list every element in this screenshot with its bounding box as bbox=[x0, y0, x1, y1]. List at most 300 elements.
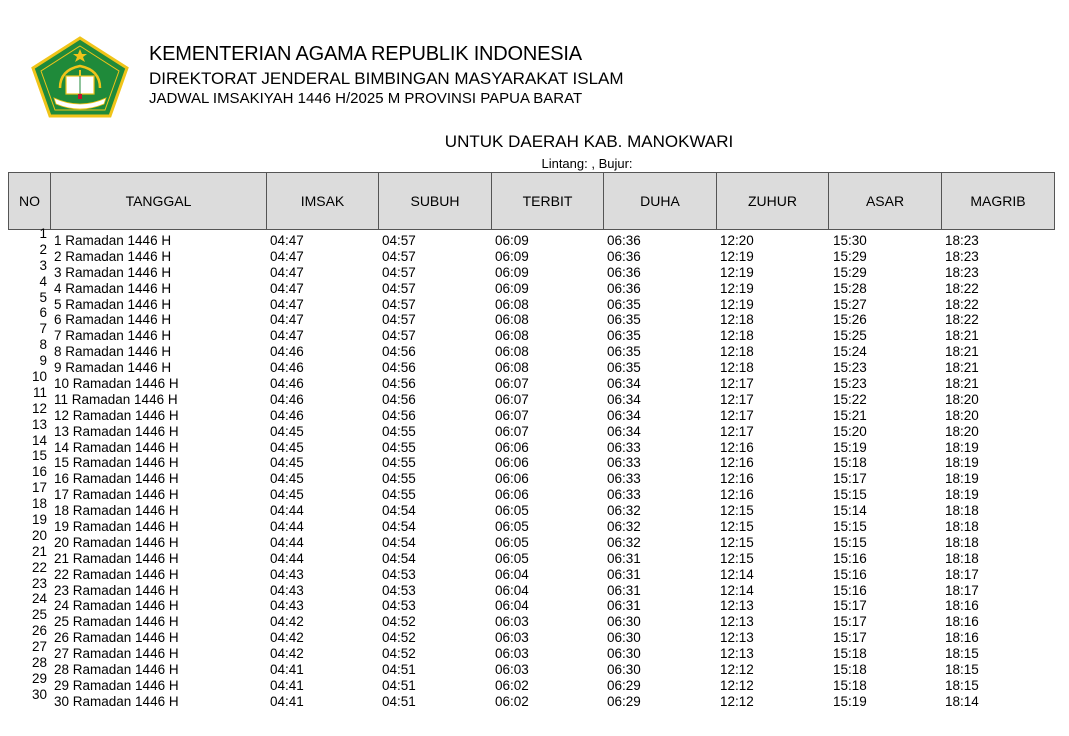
duha-time: 06:35 bbox=[607, 296, 641, 312]
table-row bbox=[0, 480, 1069, 503]
asar-time: 15:14 bbox=[833, 503, 867, 519]
duha-time: 06:30 bbox=[607, 662, 641, 678]
zuhur-time: 12:19 bbox=[720, 264, 754, 280]
imsak-time: 04:46 bbox=[270, 407, 304, 423]
terbit-time: 06:04 bbox=[495, 582, 529, 598]
terbit-time: 06:06 bbox=[495, 439, 529, 455]
duha-time: 06:34 bbox=[607, 407, 641, 423]
asar-time: 15:19 bbox=[833, 693, 867, 709]
table-row bbox=[0, 543, 1069, 566]
magrib-time: 18:23 bbox=[945, 264, 979, 280]
subuh-time: 04:51 bbox=[382, 677, 416, 693]
magrib-time: 18:20 bbox=[945, 423, 979, 439]
row-date: 23 Ramadan 1446 H bbox=[54, 582, 179, 598]
zuhur-time: 12:17 bbox=[720, 423, 754, 439]
duha-time: 06:31 bbox=[607, 582, 641, 598]
subuh-time: 04:57 bbox=[382, 233, 416, 248]
magrib-time: 18:23 bbox=[945, 248, 979, 264]
zuhur-time: 12:14 bbox=[720, 566, 754, 582]
row-date: 29 Ramadan 1446 H bbox=[54, 677, 179, 693]
row-number: 14 bbox=[31, 432, 47, 448]
zuhur-time: 12:12 bbox=[720, 662, 754, 678]
asar-time: 15:18 bbox=[833, 662, 867, 678]
row-number: 24 bbox=[31, 591, 47, 607]
zuhur-time: 12:16 bbox=[720, 439, 754, 455]
asar-time: 15:16 bbox=[833, 582, 867, 598]
table-row bbox=[0, 226, 1069, 248]
subuh-time: 04:56 bbox=[382, 376, 416, 392]
row-date: 10 Ramadan 1446 H bbox=[54, 376, 179, 392]
magrib-time: 18:22 bbox=[945, 296, 979, 312]
terbit-time: 06:03 bbox=[495, 646, 529, 662]
imsak-time: 04:41 bbox=[270, 693, 304, 709]
magrib-time: 18:18 bbox=[945, 550, 979, 566]
row-number: 22 bbox=[31, 559, 47, 575]
magrib-time: 18:19 bbox=[945, 455, 979, 471]
row-date: 14 Ramadan 1446 H bbox=[54, 439, 179, 455]
zuhur-time: 12:16 bbox=[720, 455, 754, 471]
subuh-time: 04:57 bbox=[382, 312, 416, 328]
imsak-time: 04:47 bbox=[270, 280, 304, 296]
row-number: 28 bbox=[31, 655, 47, 671]
terbit-time: 06:04 bbox=[495, 598, 529, 614]
terbit-time: 06:03 bbox=[495, 662, 529, 678]
row-date: 21 Ramadan 1446 H bbox=[54, 550, 179, 566]
imsak-time: 04:46 bbox=[270, 376, 304, 392]
magrib-time: 18:16 bbox=[945, 598, 979, 614]
imsak-time: 04:45 bbox=[270, 455, 304, 471]
table-row bbox=[0, 623, 1069, 646]
asar-time: 15:23 bbox=[833, 376, 867, 392]
imsak-time: 04:45 bbox=[270, 487, 304, 503]
imsak-time: 04:46 bbox=[270, 344, 304, 360]
duha-time: 06:36 bbox=[607, 280, 641, 296]
row-number: 7 bbox=[39, 321, 47, 337]
duha-time: 06:33 bbox=[607, 439, 641, 455]
asar-time: 15:17 bbox=[833, 630, 867, 646]
asar-time: 15:23 bbox=[833, 360, 867, 376]
terbit-time: 06:08 bbox=[495, 328, 529, 344]
magrib-time: 18:19 bbox=[945, 439, 979, 455]
asar-time: 15:15 bbox=[833, 534, 867, 550]
zuhur-time: 12:13 bbox=[720, 598, 754, 614]
duha-time: 06:35 bbox=[607, 344, 641, 360]
subuh-time: 04:55 bbox=[382, 455, 416, 471]
subuh-time: 04:52 bbox=[382, 614, 416, 630]
zuhur-time: 12:12 bbox=[720, 677, 754, 693]
terbit-time: 06:04 bbox=[495, 566, 529, 582]
magrib-time: 18:21 bbox=[945, 376, 979, 392]
subuh-time: 04:51 bbox=[382, 662, 416, 678]
row-number: 26 bbox=[31, 623, 47, 639]
table-row bbox=[0, 448, 1069, 471]
row-number: 30 bbox=[31, 686, 47, 702]
duha-time: 06:32 bbox=[607, 503, 641, 519]
row-date: 25 Ramadan 1446 H bbox=[54, 614, 179, 630]
row-date: 28 Ramadan 1446 H bbox=[54, 662, 179, 678]
magrib-time: 18:16 bbox=[945, 614, 979, 630]
imsak-time: 04:43 bbox=[270, 566, 304, 582]
magrib-time: 18:21 bbox=[945, 328, 979, 344]
table-row bbox=[0, 337, 1069, 360]
asar-time: 15:19 bbox=[833, 439, 867, 455]
row-date: 22 Ramadan 1446 H bbox=[54, 566, 179, 582]
asar-time: 15:15 bbox=[833, 487, 867, 503]
zuhur-time: 12:17 bbox=[720, 407, 754, 423]
terbit-time: 06:06 bbox=[495, 471, 529, 487]
subuh-time: 04:56 bbox=[382, 407, 416, 423]
imsak-time: 04:42 bbox=[270, 630, 304, 646]
row-number: 8 bbox=[39, 337, 47, 353]
asar-time: 15:29 bbox=[833, 248, 867, 264]
zuhur-time: 12:16 bbox=[720, 471, 754, 487]
imsak-time: 04:43 bbox=[270, 582, 304, 598]
row-date: 7 Ramadan 1446 H bbox=[54, 328, 172, 344]
row-date: 16 Ramadan 1446 H bbox=[54, 471, 179, 487]
magrib-time: 18:21 bbox=[945, 344, 979, 360]
region-title: UNTUK DAERAH KAB. MANOKWARI bbox=[444, 132, 734, 151]
row-number: 21 bbox=[31, 543, 47, 559]
coordinates-text: Lintang: , Bujur: bbox=[541, 156, 633, 171]
row-date: 6 Ramadan 1446 H bbox=[54, 312, 172, 328]
terbit-time: 06:07 bbox=[495, 407, 529, 423]
imsak-time: 04:44 bbox=[270, 503, 304, 519]
row-date: 5 Ramadan 1446 H bbox=[54, 296, 172, 312]
terbit-time: 06:05 bbox=[495, 519, 529, 535]
terbit-time: 06:05 bbox=[495, 550, 529, 566]
magrib-time: 18:23 bbox=[945, 233, 979, 248]
subuh-time: 04:53 bbox=[382, 566, 416, 582]
column-header-magrib: MAGRIB bbox=[942, 173, 1055, 230]
magrib-time: 18:15 bbox=[945, 646, 979, 662]
terbit-time: 06:08 bbox=[495, 296, 529, 312]
magrib-time: 18:19 bbox=[945, 471, 979, 487]
duha-time: 06:35 bbox=[607, 360, 641, 376]
row-date: 1 Ramadan 1446 H bbox=[54, 233, 172, 248]
table-row bbox=[0, 416, 1069, 439]
column-header-zuhur: ZUHUR bbox=[717, 173, 829, 230]
schedule-table-header bbox=[8, 172, 1055, 230]
row-number: 2 bbox=[39, 241, 47, 257]
asar-time: 15:20 bbox=[833, 423, 867, 439]
asar-time: 15:18 bbox=[833, 455, 867, 471]
row-number: 16 bbox=[31, 464, 47, 480]
subuh-time: 04:52 bbox=[382, 646, 416, 662]
row-number: 18 bbox=[31, 496, 47, 512]
asar-time: 15:16 bbox=[833, 550, 867, 566]
table-row bbox=[0, 289, 1069, 312]
subuh-time: 04:52 bbox=[382, 630, 416, 646]
duha-time: 06:32 bbox=[607, 519, 641, 535]
magrib-time: 18:21 bbox=[945, 360, 979, 376]
subuh-time: 04:54 bbox=[382, 503, 416, 519]
terbit-time: 06:09 bbox=[495, 248, 529, 264]
duha-time: 06:33 bbox=[607, 487, 641, 503]
row-date: 4 Ramadan 1446 H bbox=[54, 280, 172, 296]
table-row bbox=[0, 321, 1069, 344]
magrib-time: 18:16 bbox=[945, 630, 979, 646]
imsak-time: 04:46 bbox=[270, 360, 304, 376]
imsak-time: 04:44 bbox=[270, 534, 304, 550]
terbit-time: 06:09 bbox=[495, 233, 529, 248]
column-header-duha: DUHA bbox=[604, 173, 717, 230]
subuh-time: 04:54 bbox=[382, 519, 416, 535]
zuhur-time: 12:15 bbox=[720, 503, 754, 519]
terbit-time: 06:05 bbox=[495, 503, 529, 519]
row-date: 19 Ramadan 1446 H bbox=[54, 519, 179, 535]
zuhur-time: 12:12 bbox=[720, 693, 754, 709]
imsak-time: 04:44 bbox=[270, 519, 304, 535]
asar-time: 15:25 bbox=[833, 328, 867, 344]
row-number: 4 bbox=[39, 273, 47, 289]
row-date: 9 Ramadan 1446 H bbox=[54, 360, 172, 376]
table-row bbox=[0, 575, 1069, 598]
row-number: 9 bbox=[39, 353, 47, 369]
subuh-time: 04:56 bbox=[382, 344, 416, 360]
imsak-time: 04:47 bbox=[270, 312, 304, 328]
table-row bbox=[0, 496, 1069, 519]
row-date: 27 Ramadan 1446 H bbox=[54, 646, 179, 662]
table-row bbox=[0, 400, 1069, 423]
duha-time: 06:34 bbox=[607, 391, 641, 407]
zuhur-time: 12:18 bbox=[720, 312, 754, 328]
magrib-time: 18:18 bbox=[945, 534, 979, 550]
subuh-time: 04:55 bbox=[382, 423, 416, 439]
row-date: 20 Ramadan 1446 H bbox=[54, 534, 179, 550]
subuh-time: 04:53 bbox=[382, 582, 416, 598]
subuh-time: 04:54 bbox=[382, 550, 416, 566]
row-number: 11 bbox=[32, 384, 47, 400]
row-number: 27 bbox=[31, 639, 47, 655]
duha-time: 06:36 bbox=[607, 264, 641, 280]
magrib-time: 18:15 bbox=[945, 662, 979, 678]
table-row bbox=[0, 305, 1069, 328]
table-row bbox=[0, 257, 1069, 280]
terbit-time: 06:08 bbox=[495, 360, 529, 376]
table-row bbox=[0, 273, 1069, 296]
zuhur-time: 12:18 bbox=[720, 328, 754, 344]
zuhur-time: 12:13 bbox=[720, 614, 754, 630]
asar-time: 15:17 bbox=[833, 598, 867, 614]
column-header-asar: ASAR bbox=[829, 173, 942, 230]
duha-time: 06:31 bbox=[607, 598, 641, 614]
magrib-time: 18:14 bbox=[945, 693, 979, 709]
row-number: 13 bbox=[31, 416, 47, 432]
row-date: 17 Ramadan 1446 H bbox=[54, 487, 179, 503]
duha-time: 06:34 bbox=[607, 376, 641, 392]
imsak-time: 04:41 bbox=[270, 677, 304, 693]
terbit-time: 06:09 bbox=[495, 280, 529, 296]
magrib-time: 18:17 bbox=[945, 566, 979, 582]
subuh-time: 04:57 bbox=[382, 264, 416, 280]
zuhur-time: 12:14 bbox=[720, 582, 754, 598]
duha-time: 06:30 bbox=[607, 614, 641, 630]
table-row bbox=[0, 591, 1069, 614]
imsak-time: 04:41 bbox=[270, 662, 304, 678]
imsak-time: 04:45 bbox=[270, 471, 304, 487]
duha-time: 06:35 bbox=[607, 328, 641, 344]
duha-time: 06:29 bbox=[607, 693, 641, 709]
row-number: 25 bbox=[31, 607, 47, 623]
magrib-time: 18:18 bbox=[945, 503, 979, 519]
asar-time: 15:16 bbox=[833, 566, 867, 582]
row-number: 15 bbox=[31, 448, 47, 464]
asar-time: 15:15 bbox=[833, 519, 867, 535]
column-header-no: NO bbox=[9, 173, 51, 230]
column-header-subuh: SUBUH bbox=[379, 173, 492, 230]
magrib-time: 18:18 bbox=[945, 519, 979, 535]
duha-time: 06:30 bbox=[607, 630, 641, 646]
imsak-time: 04:42 bbox=[270, 614, 304, 630]
imsak-time: 04:44 bbox=[270, 550, 304, 566]
magrib-time: 18:17 bbox=[945, 582, 979, 598]
imsak-time: 04:45 bbox=[270, 423, 304, 439]
asar-time: 15:24 bbox=[833, 344, 867, 360]
duha-time: 06:35 bbox=[607, 312, 641, 328]
asar-time: 15:21 bbox=[833, 407, 867, 423]
ministry-logo bbox=[30, 36, 130, 118]
table-row bbox=[0, 241, 1069, 264]
asar-time: 15:22 bbox=[833, 391, 867, 407]
duha-time: 06:36 bbox=[607, 233, 641, 248]
asar-time: 15:17 bbox=[833, 471, 867, 487]
row-number: 6 bbox=[39, 305, 47, 321]
magrib-time: 18:22 bbox=[945, 280, 979, 296]
duha-time: 06:33 bbox=[607, 471, 641, 487]
row-date: 15 Ramadan 1446 H bbox=[54, 455, 179, 471]
imsak-time: 04:43 bbox=[270, 598, 304, 614]
subuh-time: 04:55 bbox=[382, 487, 416, 503]
terbit-time: 06:07 bbox=[495, 391, 529, 407]
row-number: 19 bbox=[31, 512, 47, 528]
row-date: 12 Ramadan 1446 H bbox=[54, 407, 179, 423]
asar-time: 15:28 bbox=[833, 280, 867, 296]
subuh-time: 04:55 bbox=[382, 439, 416, 455]
asar-time: 15:26 bbox=[833, 312, 867, 328]
asar-time: 15:27 bbox=[833, 296, 867, 312]
terbit-time: 06:02 bbox=[495, 693, 529, 709]
zuhur-time: 12:17 bbox=[720, 391, 754, 407]
terbit-time: 06:06 bbox=[495, 487, 529, 503]
magrib-time: 18:20 bbox=[945, 391, 979, 407]
row-date: 8 Ramadan 1446 H bbox=[54, 344, 172, 360]
duha-time: 06:30 bbox=[607, 646, 641, 662]
duha-time: 06:31 bbox=[607, 566, 641, 582]
row-date: 30 Ramadan 1446 H bbox=[54, 693, 179, 709]
imsak-time: 04:47 bbox=[270, 328, 304, 344]
subuh-time: 04:54 bbox=[382, 534, 416, 550]
asar-time: 15:29 bbox=[833, 264, 867, 280]
terbit-time: 06:03 bbox=[495, 630, 529, 646]
zuhur-time: 12:15 bbox=[720, 519, 754, 535]
table-row bbox=[0, 353, 1069, 376]
terbit-time: 06:03 bbox=[495, 614, 529, 630]
row-date: 3 Ramadan 1446 H bbox=[54, 264, 172, 280]
terbit-time: 06:09 bbox=[495, 264, 529, 280]
schedule-title: JADWAL IMSAKIYAH 1446 H/2025 M PROVINSI PAPUA BARAT bbox=[149, 90, 583, 107]
zuhur-time: 12:15 bbox=[720, 534, 754, 550]
imsak-time: 04:47 bbox=[270, 233, 304, 248]
imsak-time: 04:45 bbox=[270, 439, 304, 455]
duha-time: 06:31 bbox=[607, 550, 641, 566]
row-date: 13 Ramadan 1446 H bbox=[54, 423, 179, 439]
row-number: 5 bbox=[39, 289, 47, 305]
zuhur-time: 12:18 bbox=[720, 344, 754, 360]
subuh-time: 04:57 bbox=[382, 296, 416, 312]
row-number: 29 bbox=[31, 670, 47, 686]
table-row bbox=[0, 432, 1069, 455]
terbit-time: 06:08 bbox=[495, 312, 529, 328]
imsak-time: 04:47 bbox=[270, 248, 304, 264]
imsak-time: 04:46 bbox=[270, 391, 304, 407]
subuh-time: 04:57 bbox=[382, 280, 416, 296]
duha-time: 06:32 bbox=[607, 534, 641, 550]
magrib-time: 18:22 bbox=[945, 312, 979, 328]
magrib-time: 18:15 bbox=[945, 677, 979, 693]
table-row bbox=[0, 686, 1069, 709]
duha-time: 06:29 bbox=[607, 677, 641, 693]
terbit-time: 06:02 bbox=[495, 677, 529, 693]
table-row bbox=[0, 639, 1069, 662]
terbit-time: 06:06 bbox=[495, 455, 529, 471]
zuhur-time: 12:19 bbox=[720, 248, 754, 264]
zuhur-time: 12:19 bbox=[720, 296, 754, 312]
subuh-time: 04:55 bbox=[382, 471, 416, 487]
row-number: 17 bbox=[31, 480, 47, 496]
zuhur-time: 12:18 bbox=[720, 360, 754, 376]
schedule-table-body bbox=[0, 226, 1069, 709]
row-date: 18 Ramadan 1446 H bbox=[54, 503, 179, 519]
asar-time: 15:17 bbox=[833, 614, 867, 630]
row-number: 1 bbox=[39, 226, 47, 241]
row-number: 20 bbox=[31, 527, 47, 543]
zuhur-time: 12:19 bbox=[720, 280, 754, 296]
zuhur-time: 12:16 bbox=[720, 487, 754, 503]
duha-time: 06:34 bbox=[607, 423, 641, 439]
row-date: 11 Ramadan 1446 H bbox=[54, 391, 178, 407]
asar-time: 15:30 bbox=[833, 233, 867, 248]
subuh-time: 04:51 bbox=[382, 693, 416, 709]
zuhur-time: 12:20 bbox=[720, 233, 754, 248]
subuh-time: 04:56 bbox=[382, 391, 416, 407]
ministry-title: KEMENTERIAN AGAMA REPUBLIK INDONESIA bbox=[149, 43, 582, 65]
row-number: 12 bbox=[31, 400, 47, 416]
imsak-time: 04:42 bbox=[270, 646, 304, 662]
terbit-time: 06:05 bbox=[495, 534, 529, 550]
row-number: 3 bbox=[39, 257, 47, 273]
imsak-time: 04:47 bbox=[270, 296, 304, 312]
column-header-tanggal: TANGGAL bbox=[51, 173, 267, 230]
zuhur-time: 12:13 bbox=[720, 630, 754, 646]
column-header-terbit: TERBIT bbox=[492, 173, 604, 230]
zuhur-time: 12:17 bbox=[720, 376, 754, 392]
duha-time: 06:33 bbox=[607, 455, 641, 471]
magrib-time: 18:20 bbox=[945, 407, 979, 423]
row-number: 23 bbox=[31, 575, 47, 591]
table-row bbox=[0, 607, 1069, 630]
asar-time: 15:18 bbox=[833, 646, 867, 662]
column-header-imsak: IMSAK bbox=[267, 173, 379, 230]
subuh-time: 04:53 bbox=[382, 598, 416, 614]
terbit-time: 06:07 bbox=[495, 376, 529, 392]
table-row bbox=[0, 464, 1069, 487]
row-date: 2 Ramadan 1446 H bbox=[54, 248, 172, 264]
zuhur-time: 12:15 bbox=[720, 550, 754, 566]
directorate-title: DIREKTORAT JENDERAL BIMBINGAN MASYARAKAT ISLAM bbox=[149, 69, 624, 88]
row-date: 26 Ramadan 1446 H bbox=[54, 630, 179, 646]
terbit-time: 06:08 bbox=[495, 344, 529, 360]
table-row bbox=[0, 559, 1069, 582]
